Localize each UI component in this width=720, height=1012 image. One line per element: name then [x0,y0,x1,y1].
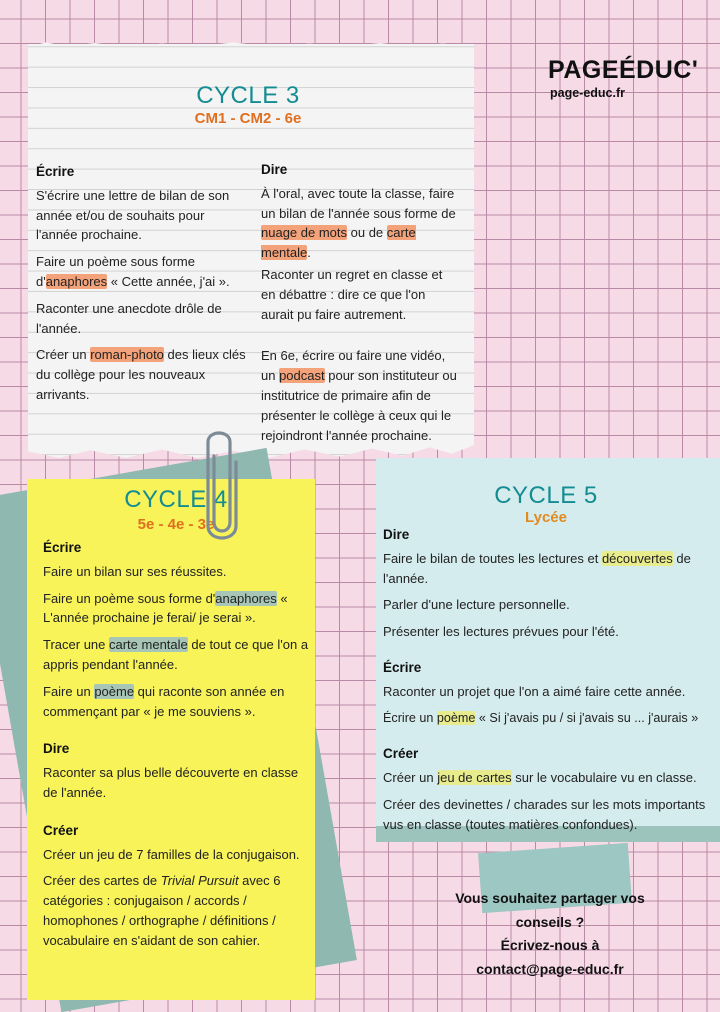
cycle4-ecrire-item: Faire un poème sous forme d'anaphores « L'année prochaine je ferai/ je serai ». [43,590,288,626]
cycle4-dire-heading: Dire [43,741,70,757]
cycle5-content [383,525,720,842]
cycle3-ecrire-item: Raconter une anecdote drôle de l'année. [36,300,222,336]
cycle3-title: CYCLE 3 [196,82,300,109]
highlight: nuage de mots [261,225,348,241]
cycle4-ecrire-heading: Écrire [43,540,82,555]
cycle4-ecrire-item: Faire un bilan sur ses réussites. [43,563,227,579]
cycle4-ecrire-item: Tracer une carte mentale de tout ce que l'on a appris pendant l'année. [43,637,309,672]
cycle4-content [43,538,311,958]
contact-cta [400,887,700,981]
cycle3-subtitle: CM1 - CM2 - 6e [194,110,302,127]
highlight: jeu de cartes [437,770,512,786]
cycle5-ecrire-item: Raconter un projet que l'on a aimé faire cette année. [383,683,686,699]
paper-clip-icon [200,426,240,544]
highlight: carte mentale [109,637,188,653]
cycle4-ecrire-item: Faire un poème qui raconte son année en commençant par « je me souviens ». [43,683,285,719]
cycle5-dire-item: Parler d'une lecture personnelle. [383,597,570,613]
cycle3-dire-heading: Dire [261,162,288,177]
cycle5-dire-item: Présenter les lectures prévues pour l'été. [383,624,619,640]
highlight: poème [436,710,476,725]
cycle5-ecrire-heading: Écrire [383,659,422,675]
cycle5-creer-item: Créer un jeu de cartes sur le vocabulaire vu en classe. [383,770,697,786]
cycle5-ecrire-item: Écrire un poème « Si j'avais pu / si j'avais su ... j'aurais » [383,710,699,725]
cycle3-dire-item: À l'oral, avec toute la classe, faire un bilan de l'année sous forme de nuage de mots ou de carte mentale. [261,185,456,261]
cycle3-ecrire-heading: Écrire [36,164,75,179]
highlight: anaphores [215,590,277,606]
cycle3-dire-item: En 6e, écrire ou faire une vidéo, un podcast pour son instituteur ou institutrice de primaire afin de présenter le collège à ceux qui le rejoindront l'année prochaine. [261,348,457,443]
highlight: anaphores [45,273,108,289]
highlight: podcast [279,368,325,384]
cycle3-dire-item: Raconter un regret en classe et en débattre : dire ce que l'on aurait pu faire autrement. [261,266,443,322]
cta-line: Écrivez-nous à [500,937,600,953]
cta-line: Vous souhaitez partager vos [455,890,645,906]
cycle4-dire-item: Raconter sa plus belle découverte en classe de l'année. [43,765,299,800]
highlight: découvertes [601,550,673,566]
cycle4-subtitle: 5e - 4e - 3e [137,516,215,533]
cycle3-ecrire-column [36,162,248,412]
cycle5-dire-heading: Dire [383,527,410,542]
cycle5-creer-item: Créer des devinettes / charades sur les mots importants vus en classe (toutes matières confondues). [383,796,706,832]
cycle4-creer-heading: Créer [43,822,79,838]
cycle4-title: CYCLE 4 [124,486,228,513]
cycle3-ecrire-item: Créer un roman-photo des lieux clés du collège pour les nouveaux arrivants. [36,347,246,402]
brand-url: page-educ.fr [550,86,626,100]
cycle5-dire-item: Faire le bilan de toutes les lectures et découvertes de l'année. [383,550,691,586]
cycle3-dire-column [261,160,457,452]
cycle3-ecrire-item: Faire un poème sous forme d'anaphores « Cette année, j'ai ». [36,254,230,289]
highlight: carte mentale [261,225,416,261]
brand-logo: PAGEÉDUC' [548,56,699,84]
cycle5-title: CYCLE 5 [494,482,598,509]
cycle4-creer-item: Créer un jeu de 7 familles de la conjugaison. [43,846,300,862]
highlight: poème [94,683,135,699]
cycle4-creer-item: Créer des cartes de Trivial Pursuit avec 6 catégories : conjugaison / accords / homophones / orthographe / définitions / vocabulaire en s'aidant de son cahier. [43,873,281,948]
contact-email[interactable]: contact@page-educ.fr [476,960,624,977]
cycle5-subtitle: Lycée [525,509,567,526]
cycle5-creer-heading: Créer [383,746,419,762]
cycle3-ecrire-item: S'écrire une lettre de bilan de son année et/ou de souhaits pour l'année prochaine. [36,187,230,243]
highlight: roman-photo [90,347,164,363]
cta-line: conseils ? [515,913,585,930]
